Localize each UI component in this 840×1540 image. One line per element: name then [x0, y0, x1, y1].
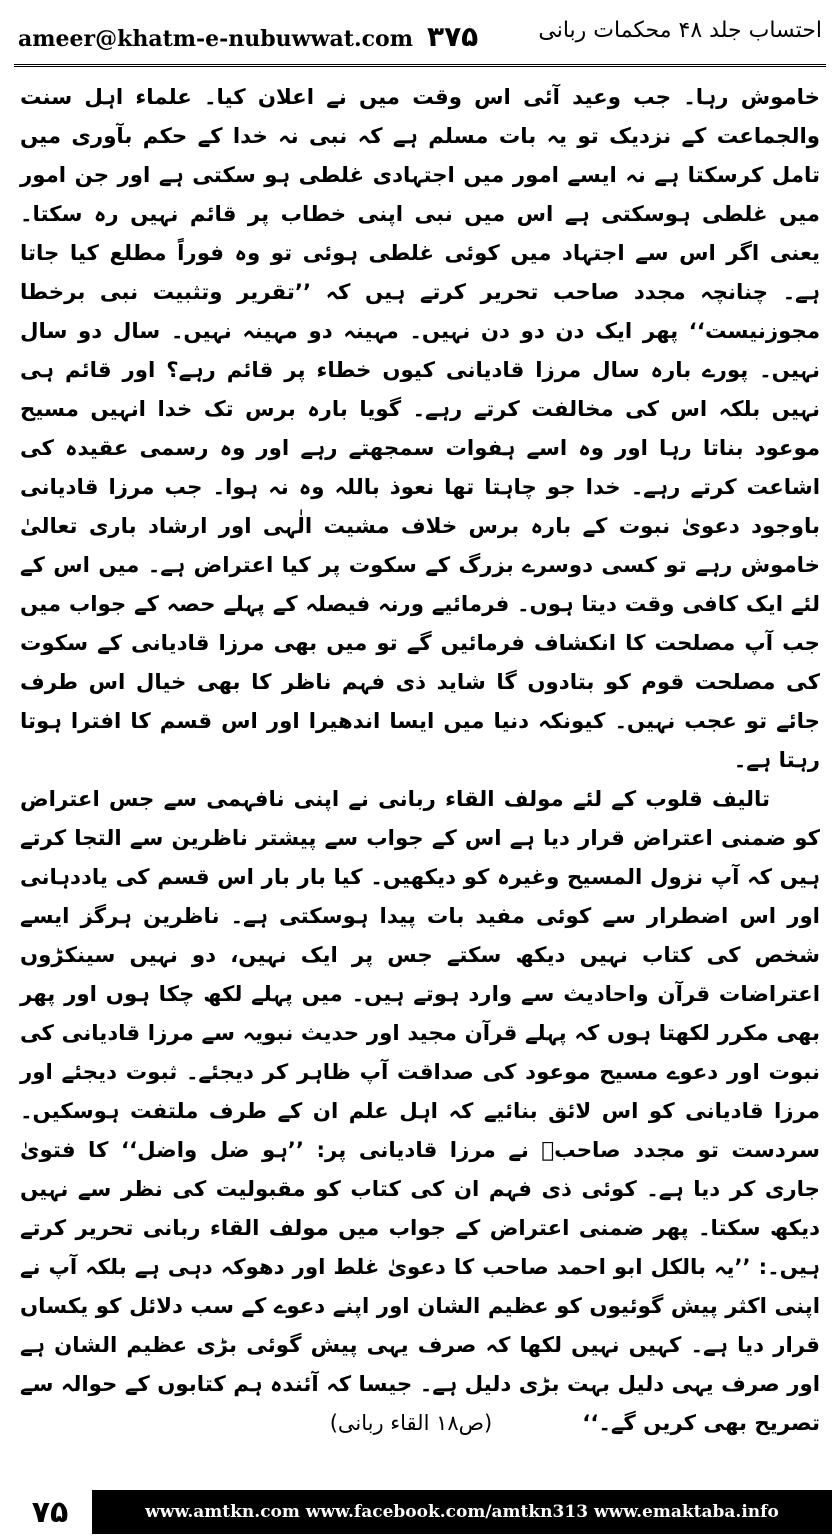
header-book-title: احتساب جلد ۴۸ محکمات ربانی	[538, 18, 822, 43]
paragraph-1: خاموش رہا۔ جب وعید آئی اس وقت میں نے اعلان کیا۔ علماء اہل سنت والجماعت کے نزدیک تو یہ بات مسلم ہے کہ نبی نہ خدا کے حکم بآوری میں تامل کرسکتا ہے نہ ایسے امور میں اجتہادی غلطی ہو سکتی ہے اور جن امور میں غلطی ہوسکتی ہے اس میں نبی اپنی خطاب پر قائم نہیں رہ سکتا۔ یعنی اگر اس سے اجتہاد میں کوئی غلطی ہوئی تو وہ فوراً مطلع کیا جاتا ہے۔ چنانچہ مجدد صاحب تحریر کرتے ہیں کہ ’’تقریر وتثبیت نبی برخطا مجوزنیست‘‘ پھر ایک دن دو دن نہیں۔ مہینہ دو مہینہ نہیں۔ سال دو سال نہیں۔ پورے بارہ سال مرزا قادیانی کیوں خطاء پر قائم رہے؟ اور قائم ہی نہیں بلکہ اس کی مخالفت کرتے رہے۔ گویا بارہ برس تک خدا انہیں مسیح موعود بناتا رہا اور وہ اسے ہفوات سمجھتے رہے اور وہ رسمی عقیدہ کی اشاعت کرتے رہے۔ خدا جو چاہتا تھا نعوذ باللہ وہ نہ ہوا۔ جب مرزا قادیانی باوجود دعویٰ نبوت کے بارہ برس خلاف مشیت الٰہی اور ارشاد باری تعالیٰ خاموش رہے تو کسی دوسرے بزرگ کے سکوت پر کیا اعتراض ہے۔ میں اس کے لئے ایک کافی وقت دیتا ہوں۔ فرمائیے ورنہ فیصلہ کے پہلے حصہ کے جواب میں جب آپ مصلحت کا انکشاف فرمائیں گے تو میں بھی مرزا قادیانی کے سکوت کی مصلحت قوم کو بتادوں گا شاید ذی فہم ناظر کا بھی خیال اس طرف جائے تو عجب نہیں۔ کیونکہ دنیا میں ایسا اندھیرا اور اس قسم کا افترا ہوتا رہتا ہے۔	[20, 85, 820, 773]
paragraph-2	[20, 780, 820, 1443]
header-left-group	[18, 20, 478, 53]
header-email[interactable]: ameer@khatm-e-nubuwwat.com	[18, 26, 413, 52]
footer-links[interactable]: www.amtkn.com www.facebook.com/amtkn313 www.emaktaba.info	[92, 1490, 832, 1534]
page-header	[14, 12, 826, 67]
citation: (ص۱۸ القاء ربانی)	[329, 1411, 493, 1435]
page-footer	[8, 1490, 832, 1534]
header-page-number: ۳۷۵	[426, 20, 479, 53]
footer-page-number: ۷۵	[31, 1494, 69, 1530]
page-body	[20, 78, 820, 1473]
paragraph-2-text: تالیف قلوب کے لئے مولف القاء ربانی نے اپنی نافہمی سے جس اعتراض کو ضمنی اعتراض قرار دیا ہے اس کے جواب سے پیشتر ناظرین سے التجا کرتے ہیں کہ آپ نزول المسیح وغیرہ کو دیکھیں۔ کیا بار بار اس قسم کی یاددہانی اور اس اضطرار سے کوئی مفید بات پیدا ہوسکتی ہے۔ ناظرین ہرگز ایسے شخص کی کتاب نہیں دیکھ سکتے جس پر ایک نہیں، دو نہیں سینکڑوں اعتراضات قرآن واحادیث سے وارد ہوتے ہیں۔ میں پہلے لکھ چکا ہوں اور پھر بھی مکرر لکھتا ہوں کہ پہلے قرآن مجید اور حدیث نبویہ سے مرزا قادیانی کی نبوت اور دعوے مسیح موعود کی صداقت آپ ظاہر کر دیجئے۔ ثبوت دیجئے اور مرزا قادیانی کو اس لائق بنائیے کہ اہل علم ان کے طرف ملتفت ہوسکیں۔ سردست تو مجدد صاحبؒ نے مرزا قادیانی پر: ’’ہو ضل واضل‘‘ کا فتویٰ جاری کر دیا ہے۔ کوئی ذی فہم ان کی کتاب کو مقبولیت کی نظر سے نہیں دیکھ سکتا۔ پھر ضمنی اعتراض کے جواب میں مولف القاء ربانی تحریر کرتے ہیں۔: ’’یہ بالکل ابو احمد صاحب کا دعویٰ غلط اور دھوکہ دہی ہے بلکہ آپ نے اپنی اکثر پیش گوئیوں کو عظیم الشان اور اپنے دعوے کے سب دلائل کو یکساں قرار دیا ہے۔ کہیں نہیں لکھا کہ صرف یہی پیش گوئی بڑی عظیم الشان ہے اور صرف یہی دلیل بہت بڑی دلیل ہے۔ جیسا کہ آئندہ ہم کتابوں کے حوالہ سے تصریح بھی کریں گے۔‘‘	[20, 787, 820, 1436]
